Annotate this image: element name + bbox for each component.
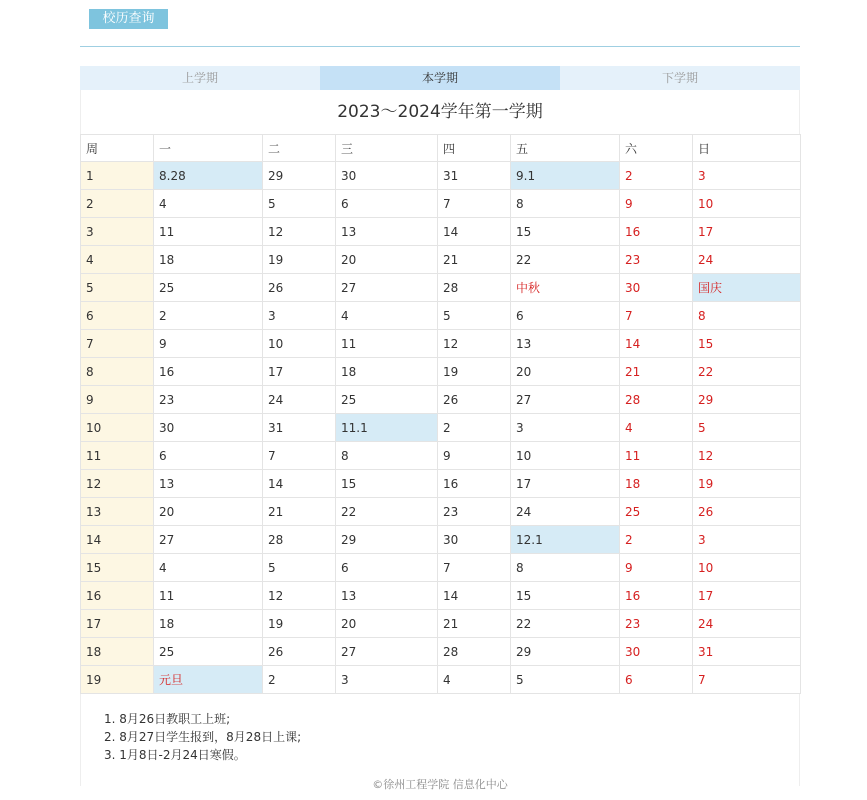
tab-current-semester[interactable]: 本学期 — [320, 66, 560, 90]
day-cell: 12 — [263, 218, 336, 246]
day-cell: 24 — [693, 610, 801, 638]
day-cell: 3 — [263, 302, 336, 330]
week-number-cell: 15 — [81, 554, 154, 582]
week-number-cell: 7 — [81, 330, 154, 358]
day-cell: 21 — [438, 246, 511, 274]
day-cell: 27 — [336, 638, 438, 666]
tab-next-semester[interactable]: 下学期 — [560, 66, 800, 90]
calendar-table — [80, 134, 801, 694]
calendar-week-row — [81, 190, 801, 218]
calendar-week-row — [81, 302, 801, 330]
note-item: 3. 1月8日-2月24日寒假。 — [104, 748, 246, 762]
day-cell: 9 — [154, 330, 263, 358]
day-cell: 7 — [620, 302, 693, 330]
day-cell: 22 — [336, 498, 438, 526]
week-number-cell: 6 — [81, 302, 154, 330]
week-column-header: 周 — [81, 135, 154, 162]
day-cell: 5 — [693, 414, 801, 442]
day-cell: 2 — [154, 302, 263, 330]
day-cell: 29 — [511, 638, 620, 666]
day-cell: 13 — [336, 218, 438, 246]
day-cell: 12.1 — [511, 526, 620, 554]
day-cell: 11 — [620, 442, 693, 470]
day-cell: 19 — [263, 610, 336, 638]
day-cell: 中秋 — [511, 274, 620, 302]
day-cell: 11 — [154, 582, 263, 610]
day-cell: 25 — [336, 386, 438, 414]
day-cell: 20 — [511, 358, 620, 386]
week-number-cell: 17 — [81, 610, 154, 638]
day-cell: 28 — [263, 526, 336, 554]
calendar-week-row — [81, 246, 801, 274]
day-cell: 30 — [620, 274, 693, 302]
week-number-cell: 8 — [81, 358, 154, 386]
day-cell: 17 — [263, 358, 336, 386]
day-cell: 29 — [263, 162, 336, 190]
day-cell: 29 — [693, 386, 801, 414]
day-cell: 12 — [438, 330, 511, 358]
week-number-cell: 11 — [81, 442, 154, 470]
day-cell: 23 — [620, 610, 693, 638]
day-cell: 3 — [693, 526, 801, 554]
weekday-header: 日 — [693, 135, 801, 162]
day-cell: 30 — [154, 414, 263, 442]
calendar-panel — [80, 66, 800, 776]
day-cell: 2 — [620, 526, 693, 554]
day-cell: 14 — [438, 582, 511, 610]
day-cell: 31 — [693, 638, 801, 666]
week-number-cell: 19 — [81, 666, 154, 694]
week-number-cell: 5 — [81, 274, 154, 302]
day-cell: 4 — [620, 414, 693, 442]
day-cell: 28 — [438, 274, 511, 302]
day-cell: 30 — [438, 526, 511, 554]
day-cell: 12 — [263, 582, 336, 610]
weekday-header: 一 — [154, 135, 263, 162]
weekday-header: 五 — [511, 135, 620, 162]
week-number-cell: 10 — [81, 414, 154, 442]
calendar-week-row — [81, 330, 801, 358]
day-cell: 16 — [438, 470, 511, 498]
note-item: 2. 8月27日学生报到，8月28日上课; — [104, 730, 302, 744]
day-cell: 6 — [336, 190, 438, 218]
day-cell: 8 — [511, 554, 620, 582]
day-cell: 22 — [693, 358, 801, 386]
day-cell: 9.1 — [511, 162, 620, 190]
day-cell: 15 — [511, 218, 620, 246]
week-number-cell: 18 — [81, 638, 154, 666]
day-cell: 25 — [154, 638, 263, 666]
day-cell: 18 — [154, 246, 263, 274]
day-cell: 14 — [438, 218, 511, 246]
day-cell: 10 — [511, 442, 620, 470]
day-cell: 17 — [511, 470, 620, 498]
tab-previous-semester[interactable]: 上学期 — [80, 66, 320, 90]
calendar-week-row — [81, 582, 801, 610]
header-divider — [80, 46, 800, 47]
day-cell: 19 — [263, 246, 336, 274]
day-cell: 4 — [154, 190, 263, 218]
day-cell: 8.28 — [154, 162, 263, 190]
day-cell: 20 — [336, 610, 438, 638]
day-cell: 31 — [438, 162, 511, 190]
day-cell: 8 — [511, 190, 620, 218]
day-cell: 23 — [438, 498, 511, 526]
calendar-week-row — [81, 638, 801, 666]
day-cell: 7 — [438, 190, 511, 218]
weekday-header: 六 — [620, 135, 693, 162]
semester-notes — [80, 694, 800, 786]
calendar-week-row — [81, 386, 801, 414]
day-cell: 24 — [263, 386, 336, 414]
day-cell: 18 — [154, 610, 263, 638]
week-number-cell: 14 — [81, 526, 154, 554]
day-cell: 23 — [154, 386, 263, 414]
day-cell: 17 — [693, 582, 801, 610]
day-cell: 18 — [620, 470, 693, 498]
day-cell: 24 — [511, 498, 620, 526]
day-cell: 2 — [438, 414, 511, 442]
day-cell: 26 — [693, 498, 801, 526]
day-cell: 30 — [620, 638, 693, 666]
day-cell: 元旦 — [154, 666, 263, 694]
calendar-week-row — [81, 414, 801, 442]
day-cell: 6 — [154, 442, 263, 470]
day-cell: 19 — [438, 358, 511, 386]
day-cell: 21 — [438, 610, 511, 638]
day-cell: 22 — [511, 610, 620, 638]
day-cell: 12 — [693, 442, 801, 470]
day-cell: 27 — [511, 386, 620, 414]
day-cell: 国庆 — [693, 274, 801, 302]
day-cell: 22 — [511, 246, 620, 274]
weekday-header: 三 — [336, 135, 438, 162]
weekday-header: 四 — [438, 135, 511, 162]
day-cell: 4 — [154, 554, 263, 582]
day-cell: 20 — [336, 246, 438, 274]
day-cell: 11 — [336, 330, 438, 358]
day-cell: 29 — [336, 526, 438, 554]
week-number-cell: 16 — [81, 582, 154, 610]
day-cell: 9 — [620, 554, 693, 582]
week-number-cell: 1 — [81, 162, 154, 190]
day-cell: 14 — [620, 330, 693, 358]
week-number-cell: 12 — [81, 470, 154, 498]
calendar-week-row — [81, 470, 801, 498]
day-cell: 6 — [511, 302, 620, 330]
day-cell: 27 — [154, 526, 263, 554]
day-cell: 3 — [511, 414, 620, 442]
day-cell: 28 — [620, 386, 693, 414]
calendar-week-row — [81, 666, 801, 694]
day-cell: 3 — [693, 162, 801, 190]
note-item: 1. 8月26日教职工上班; — [104, 712, 231, 726]
calendar-week-row — [81, 274, 801, 302]
weekday-header: 二 — [263, 135, 336, 162]
semester-tabs — [80, 66, 800, 90]
day-cell: 30 — [336, 162, 438, 190]
week-number-cell: 13 — [81, 498, 154, 526]
day-cell: 20 — [154, 498, 263, 526]
day-cell: 5 — [511, 666, 620, 694]
day-cell: 7 — [438, 554, 511, 582]
day-cell: 8 — [693, 302, 801, 330]
day-cell: 2 — [263, 666, 336, 694]
day-cell: 4 — [336, 302, 438, 330]
calendar-week-row — [81, 162, 801, 190]
day-cell: 4 — [438, 666, 511, 694]
week-number-cell: 2 — [81, 190, 154, 218]
day-cell: 18 — [336, 358, 438, 386]
day-cell: 16 — [620, 218, 693, 246]
day-cell: 5 — [263, 190, 336, 218]
day-cell: 26 — [263, 638, 336, 666]
day-cell: 3 — [336, 666, 438, 694]
day-cell: 13 — [511, 330, 620, 358]
day-cell: 8 — [336, 442, 438, 470]
day-cell: 16 — [154, 358, 263, 386]
day-cell: 25 — [620, 498, 693, 526]
day-cell: 24 — [693, 246, 801, 274]
semester-title: 2023～2024学年第一学期 — [80, 90, 800, 134]
calendar-week-row — [81, 358, 801, 386]
day-cell: 15 — [693, 330, 801, 358]
day-cell: 11 — [154, 218, 263, 246]
calendar-week-row — [81, 218, 801, 246]
day-cell: 14 — [263, 470, 336, 498]
day-cell: 7 — [263, 442, 336, 470]
calendar-week-row — [81, 526, 801, 554]
day-cell: 19 — [693, 470, 801, 498]
calendar-week-row — [81, 498, 801, 526]
day-cell: 31 — [263, 414, 336, 442]
day-cell: 26 — [438, 386, 511, 414]
day-cell: 23 — [620, 246, 693, 274]
footer-copyright: ©徐州工程学院 信息化中心 — [372, 778, 508, 791]
day-cell: 6 — [620, 666, 693, 694]
day-cell: 16 — [620, 582, 693, 610]
day-cell: 26 — [263, 274, 336, 302]
day-cell: 11.1 — [336, 414, 438, 442]
day-cell: 5 — [263, 554, 336, 582]
day-cell: 15 — [336, 470, 438, 498]
day-cell: 27 — [336, 274, 438, 302]
day-cell: 10 — [693, 190, 801, 218]
day-cell: 13 — [336, 582, 438, 610]
calendar-week-row — [81, 610, 801, 638]
day-cell: 21 — [263, 498, 336, 526]
calendar-week-row — [81, 442, 801, 470]
week-number-cell: 3 — [81, 218, 154, 246]
day-cell: 28 — [438, 638, 511, 666]
day-cell: 10 — [263, 330, 336, 358]
day-cell: 2 — [620, 162, 693, 190]
day-cell: 9 — [438, 442, 511, 470]
day-cell: 21 — [620, 358, 693, 386]
calendar-query-tag[interactable]: 校历查询 — [89, 9, 168, 29]
day-cell: 9 — [620, 190, 693, 218]
day-cell: 6 — [336, 554, 438, 582]
day-cell: 10 — [693, 554, 801, 582]
calendar-header-row — [81, 135, 801, 162]
calendar-week-row — [81, 554, 801, 582]
day-cell: 5 — [438, 302, 511, 330]
week-number-cell: 4 — [81, 246, 154, 274]
day-cell: 17 — [693, 218, 801, 246]
day-cell: 25 — [154, 274, 263, 302]
day-cell: 7 — [693, 666, 801, 694]
week-number-cell: 9 — [81, 386, 154, 414]
day-cell: 13 — [154, 470, 263, 498]
day-cell: 15 — [511, 582, 620, 610]
